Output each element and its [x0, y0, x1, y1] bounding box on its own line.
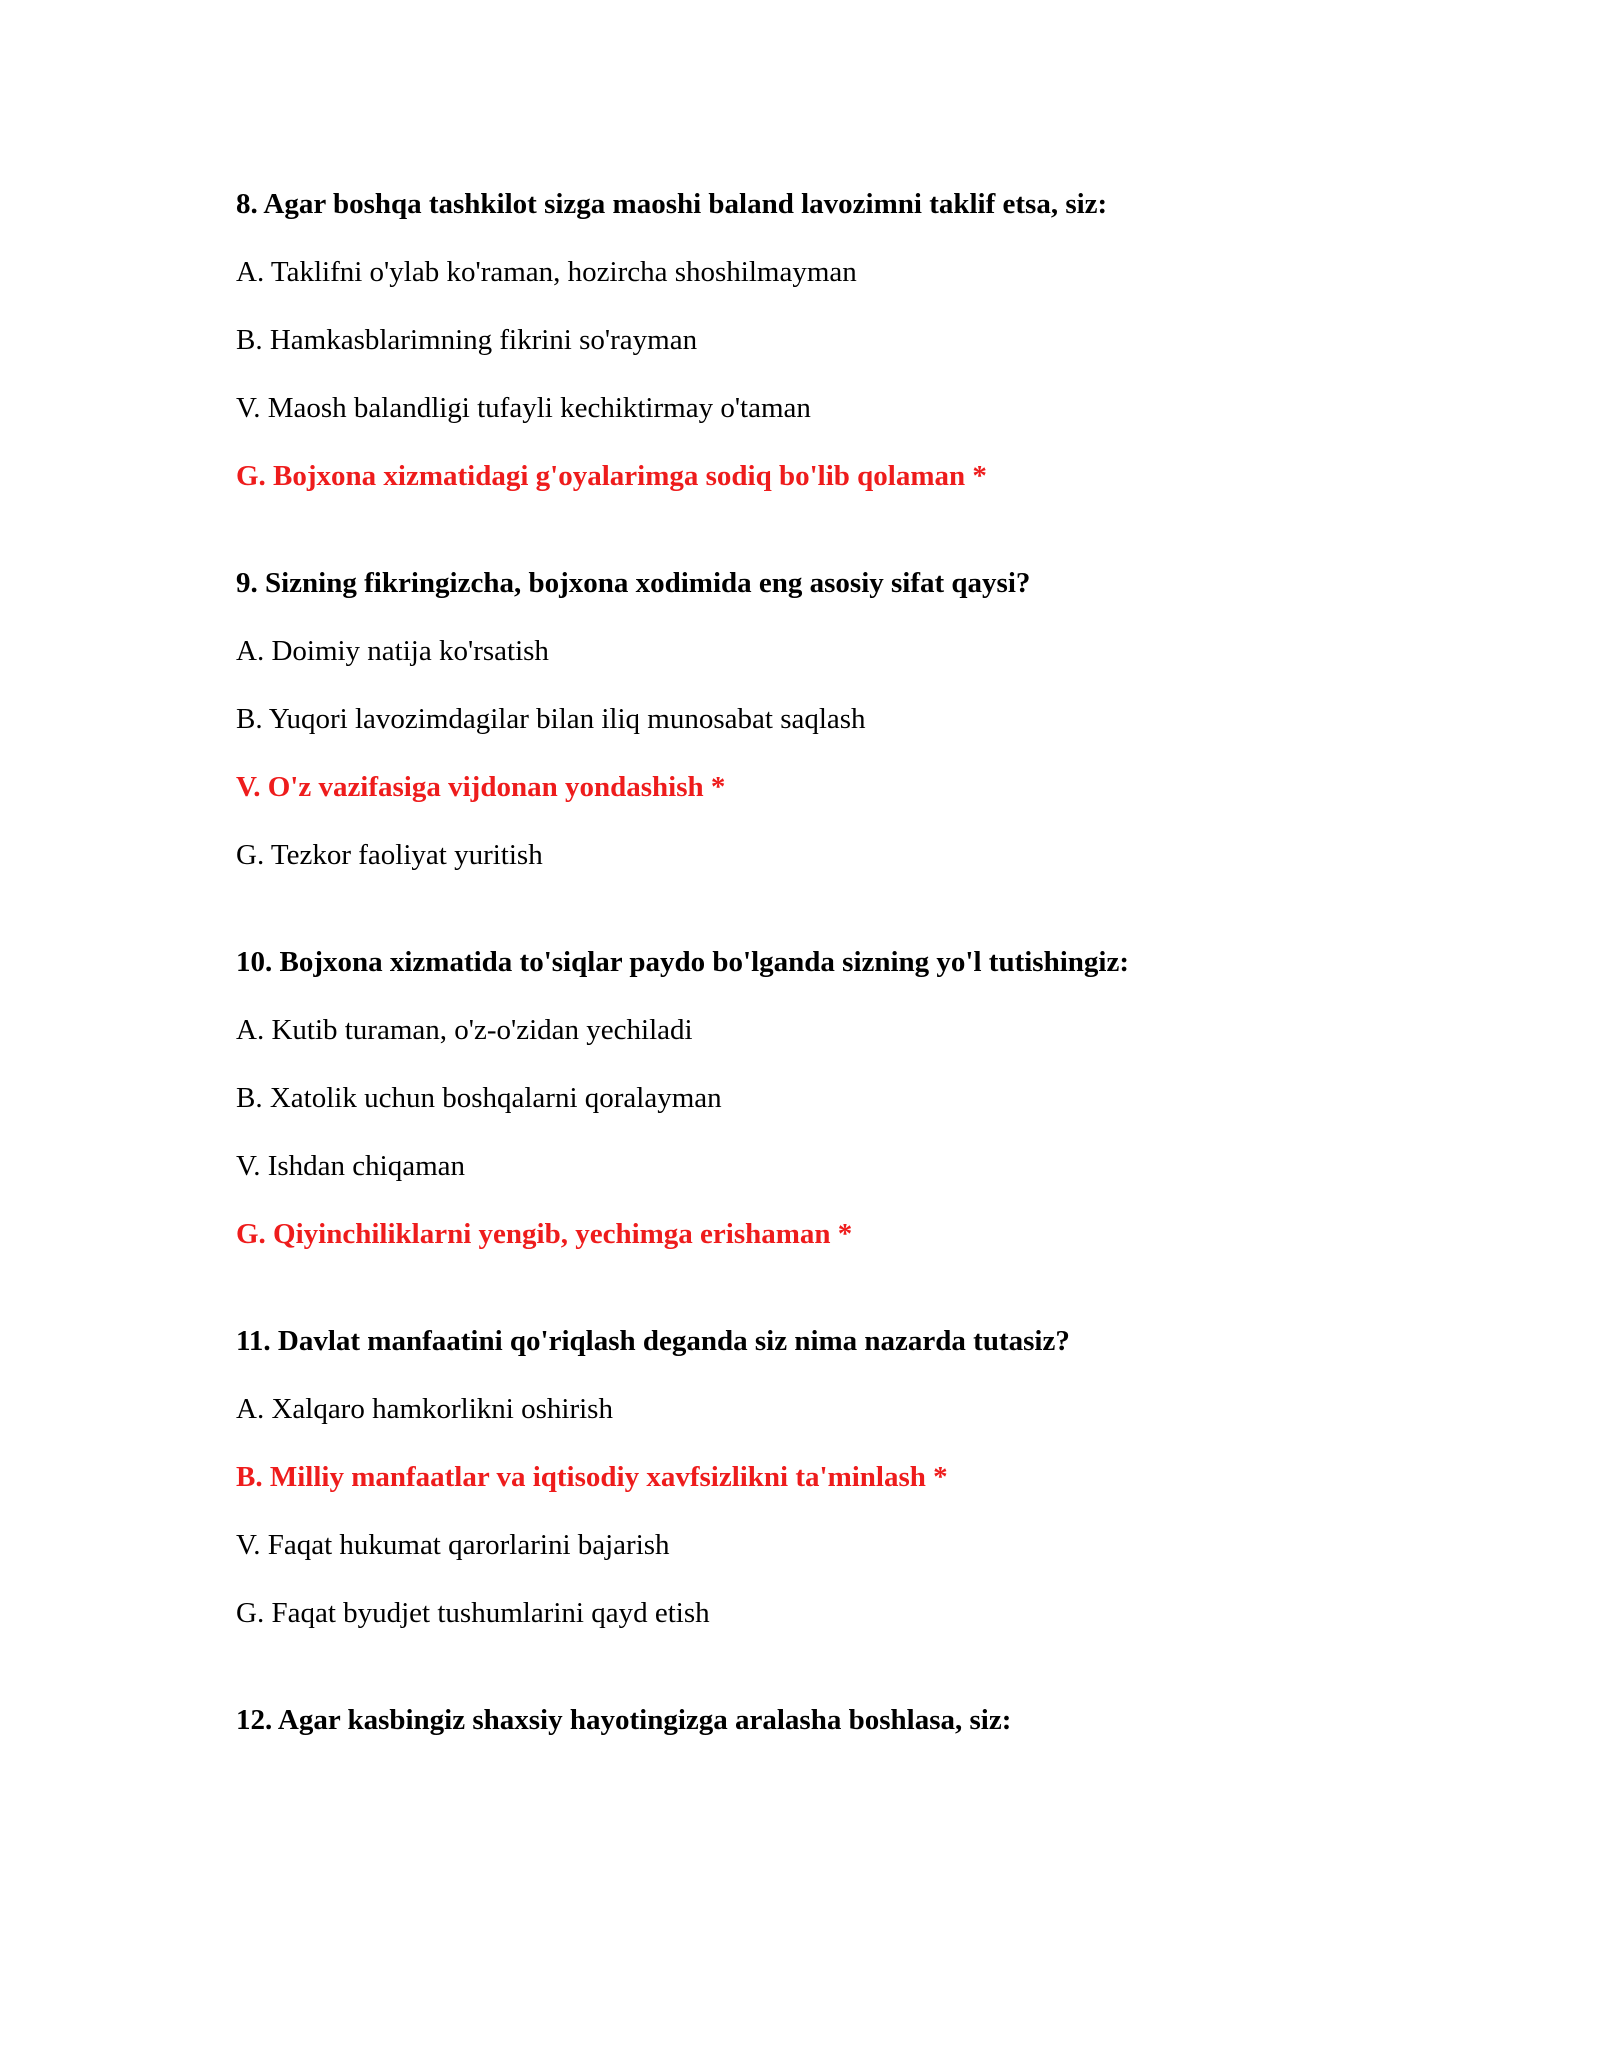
question-9 — [236, 563, 1436, 875]
question-10 — [236, 942, 1436, 1254]
option-v: V. Faqat hukumat qarorlarini bajarish — [236, 1529, 670, 1561]
option-a: A. Doimiy natija ko'rsatish — [236, 635, 549, 667]
option-v-correct: V. O'z vazifasiga vijdonan yondashish * — [236, 771, 726, 803]
option-v: V. Maosh balandligi tufayli kechiktirmay o'taman — [236, 392, 811, 424]
option-b: B. Xatolik uchun boshqalarni qoralayman — [236, 1082, 722, 1114]
question-text: 11. Davlat manfaatini qo'riqlash deganda siz nima nazarda tutasiz? — [236, 1325, 1070, 1357]
question-12 — [236, 1700, 1436, 1740]
question-text: 12. Agar kasbingiz shaxsiy hayotingizga aralasha boshlasa, siz: — [236, 1704, 1012, 1736]
option-g-correct: G. Bojxona xizmatidagi g'oyalarimga sodiq bo'lib qolaman * — [236, 460, 987, 492]
option-a: A. Xalqaro hamkorlikni oshirish — [236, 1393, 613, 1425]
option-a: A. Taklifni o'ylab ko'raman, hozircha shoshilmayman — [236, 256, 857, 288]
option-b: B. Yuqori lavozimdagilar bilan iliq munosabat saqlash — [236, 703, 866, 735]
question-11 — [236, 1321, 1436, 1633]
question-8 — [236, 184, 1436, 496]
option-g-correct: G. Qiyinchiliklarni yengib, yechimga erishaman * — [236, 1218, 853, 1250]
question-text: 8. Agar boshqa tashkilot sizga maoshi baland lavozimni taklif etsa, siz: — [236, 188, 1108, 220]
option-b: B. Hamkasblarimning fikrini so'rayman — [236, 324, 698, 356]
option-v: V. Ishdan chiqaman — [236, 1150, 465, 1182]
question-text: 9. Sizning fikringizcha, bojxona xodimida eng asosiy sifat qaysi? — [236, 567, 1031, 599]
option-b-correct: B. Milliy manfaatlar va iqtisodiy xavfsizlikni ta'minlash * — [236, 1461, 948, 1493]
option-a: A. Kutib turaman, o'z-o'zidan yechiladi — [236, 1014, 693, 1046]
option-g: G. Faqat byudjet tushumlarini qayd etish — [236, 1597, 710, 1629]
document-page — [236, 184, 1436, 1768]
option-g: G. Tezkor faoliyat yuritish — [236, 839, 543, 871]
question-text: 10. Bojxona xizmatida to'siqlar paydo bo'lganda sizning yo'l tutishingiz: — [236, 946, 1129, 978]
